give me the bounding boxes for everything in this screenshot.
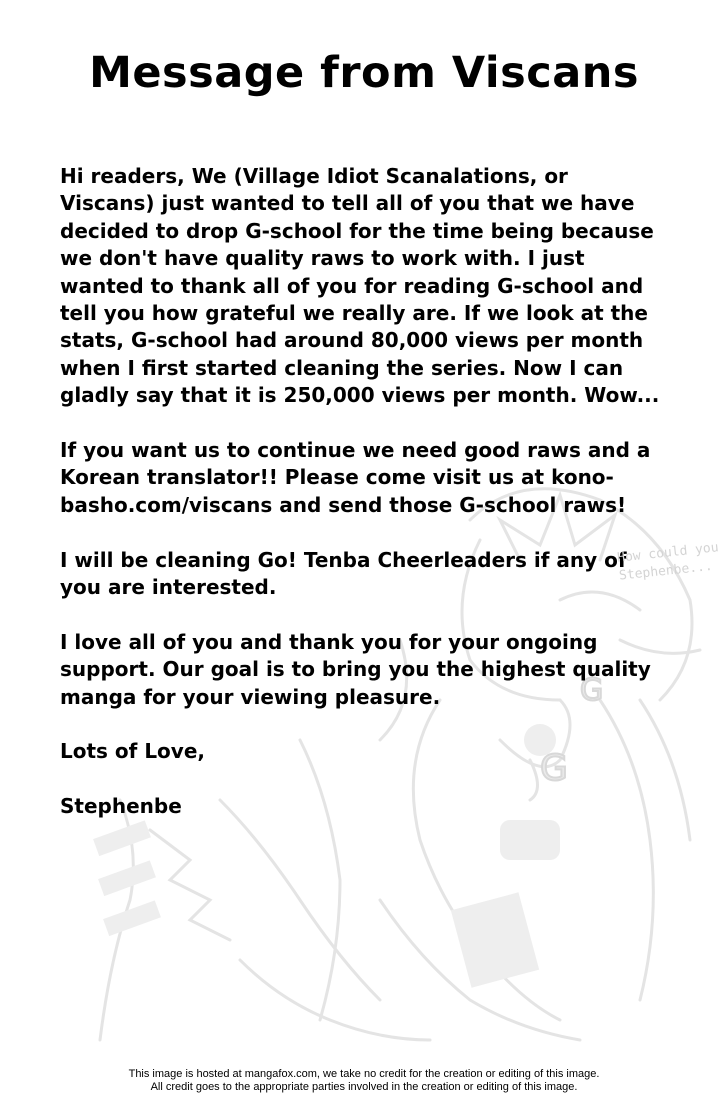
svg-text:G: G [580, 673, 604, 708]
svg-text:G: G [540, 748, 568, 789]
message-body [60, 163, 710, 848]
text-line: when I first started cleaning the series. Now I can [60, 355, 624, 380]
page-title: Message from Viscans [89, 48, 639, 98]
paragraph-next-project [60, 547, 710, 602]
text-line: Viscans) just wanted to tell all of you that we have [60, 191, 635, 216]
text-line: decided to drop G-school for the time being because [60, 218, 654, 243]
paragraph-request [60, 437, 710, 519]
text-line: I love all of you and thank you for your ongoing [60, 629, 598, 654]
closing-line: Lots of Love, [60, 739, 205, 764]
text-line: Korean translator!! Please come visit us at kono- [60, 465, 614, 490]
text-line: tell you how grateful we really are. If we look at the [60, 301, 648, 326]
hosting-disclaimer [0, 1068, 728, 1094]
text-line: gladly say that it is 250,000 views per month. Wow... [60, 383, 660, 408]
text-line: I will be cleaning Go! Tenba Cheerleaders if any of [60, 547, 627, 572]
text-line: wanted to thank all of you for reading G-school and [60, 273, 644, 298]
text-line: we don't have quality raws to work with. I just [60, 246, 585, 271]
signature: Stephenbe [60, 794, 182, 819]
text-line: Hi readers, We (Village Idiot Scanalations, or [60, 164, 568, 188]
paragraph-thanks [60, 629, 710, 711]
text-line: support. Our goal is to bring you the highest quality [60, 657, 651, 682]
paragraph-intro [60, 163, 710, 410]
text-line: If you want us to continue we need good raws and a [60, 438, 651, 463]
disclaimer-line: All credit goes to the appropriate parties involved in the creation or editing of this image. [150, 1081, 578, 1093]
faint-note-line: How could you [616, 540, 720, 566]
text-line: manga for your viewing pleasure. [60, 684, 441, 709]
text-line: basho.com/viscans and send those G-school raws! [60, 492, 627, 517]
disclaimer-line: This image is hosted at mangafox.com, we take no credit for the creation or editing of this image. [128, 1068, 600, 1080]
faint-note-line: Stephenbe... [618, 558, 714, 584]
text-line: you are interested. [60, 575, 277, 600]
text-line: stats, G-school had around 80,000 views per month [60, 328, 644, 353]
